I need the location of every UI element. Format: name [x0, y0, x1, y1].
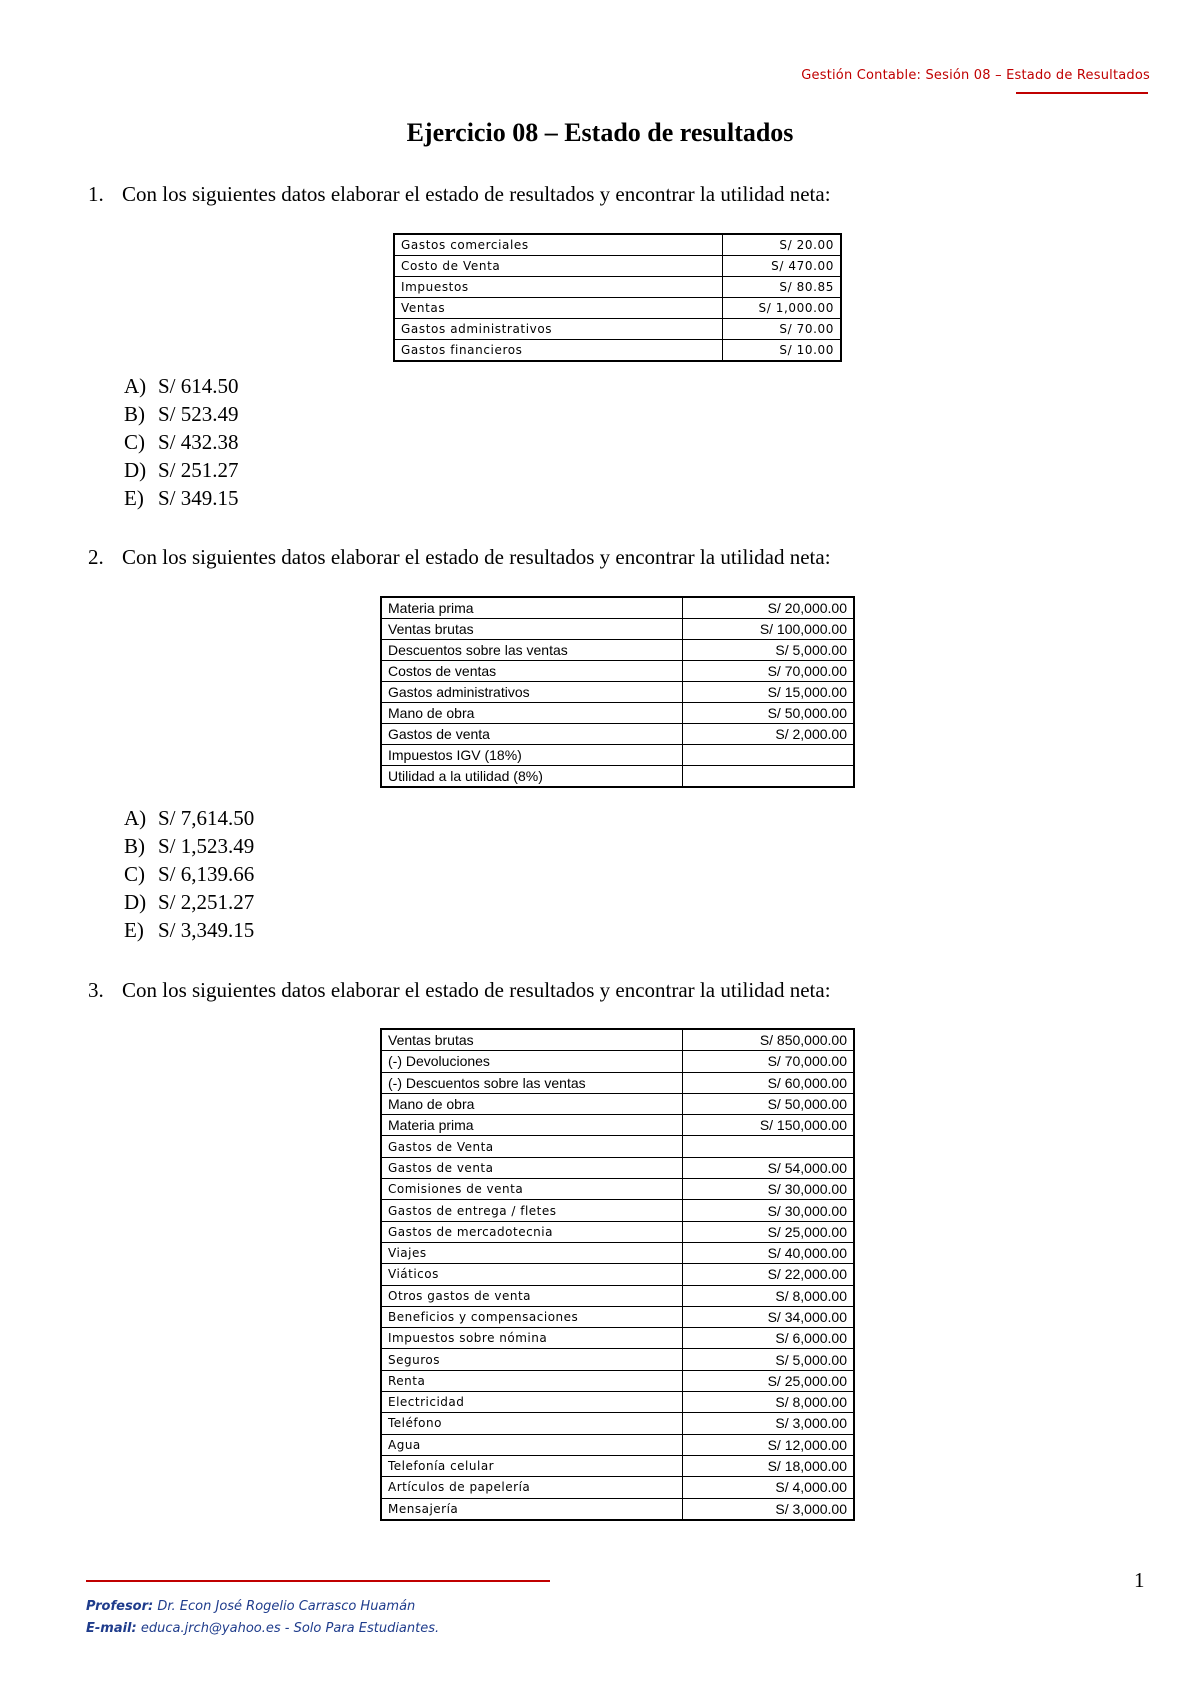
answer-option	[124, 428, 239, 456]
row-label: Viajes	[381, 1242, 683, 1263]
table-row	[381, 1477, 854, 1498]
row-value: S/ 54,000.00	[683, 1157, 855, 1178]
table-row	[381, 1455, 854, 1476]
answer-option	[124, 372, 239, 400]
option-text: S/ 6,139.66	[158, 862, 255, 886]
row-value: S/ 70,000.00	[683, 661, 855, 682]
option-letter: D)	[124, 458, 147, 482]
table-row	[381, 1157, 854, 1178]
row-value: S/ 40,000.00	[683, 1242, 855, 1263]
row-label: Impuestos IGV (18%)	[381, 745, 683, 766]
page-title: Ejercicio 08 – Estado de resultados	[406, 118, 794, 147]
row-value: S/ 34,000.00	[683, 1306, 855, 1327]
table-row	[381, 1072, 854, 1093]
option-letter: C)	[124, 430, 145, 454]
table-row	[381, 1242, 854, 1263]
footer-rule	[86, 1580, 550, 1582]
table-row	[394, 256, 841, 277]
row-value: S/ 470.00	[723, 256, 842, 277]
table-row	[381, 661, 854, 682]
row-label: Costo de Venta	[394, 256, 723, 277]
row-label: Comisiones de venta	[381, 1179, 683, 1200]
page-header	[801, 68, 1150, 83]
row-label: Mano de obra	[381, 1093, 683, 1114]
row-label: Agua	[381, 1434, 683, 1455]
row-value: S/ 8,000.00	[683, 1392, 855, 1413]
table-row	[381, 766, 854, 788]
table-row	[381, 1370, 854, 1391]
row-label: Gastos de entrega / fletes	[381, 1200, 683, 1221]
answer-option	[124, 888, 254, 916]
row-value: S/ 4,000.00	[683, 1477, 855, 1498]
question-2-options	[124, 804, 254, 944]
row-value: S/ 2,000.00	[683, 724, 855, 745]
table-row	[381, 1413, 854, 1434]
option-text: S/ 614.50	[158, 374, 239, 398]
page-footer	[86, 1596, 439, 1640]
row-value: S/ 15,000.00	[683, 682, 855, 703]
option-text: S/ 3,349.15	[158, 918, 255, 942]
option-letter: D)	[124, 890, 147, 914]
question-3	[88, 978, 831, 1003]
row-value: S/ 18,000.00	[683, 1455, 855, 1476]
row-label: Electricidad	[381, 1392, 683, 1413]
row-label: Materia prima	[381, 597, 683, 619]
question-number: 1.	[88, 182, 104, 206]
row-value: S/ 80.85	[723, 277, 842, 298]
question-1-table	[393, 233, 842, 362]
table-row	[381, 1029, 854, 1051]
question-text: Con los siguientes datos elaborar el estado de resultados y encontrar la utilidad neta:	[122, 545, 831, 569]
table-row	[381, 1434, 854, 1455]
option-letter: A)	[124, 374, 147, 398]
option-letter: E)	[124, 918, 144, 942]
table-row	[381, 745, 854, 766]
option-letter: B)	[124, 402, 145, 426]
question-2	[88, 545, 831, 570]
answer-option	[124, 400, 239, 428]
option-text: S/ 523.49	[158, 402, 239, 426]
row-label: Utilidad a la utilidad (8%)	[381, 766, 683, 788]
table-row	[381, 619, 854, 640]
row-value: S/ 850,000.00	[683, 1029, 855, 1051]
row-label: Ventas brutas	[381, 1029, 683, 1051]
question-2-table	[380, 596, 855, 788]
table-row	[381, 1392, 854, 1413]
row-label: Artículos de papelería	[381, 1477, 683, 1498]
page-number: 1	[1134, 1568, 1145, 1592]
question-1-options	[124, 372, 239, 512]
row-value: S/ 150,000.00	[683, 1115, 855, 1136]
table-row	[381, 1306, 854, 1327]
table-row	[381, 1093, 854, 1114]
row-value: S/ 5,000.00	[683, 1349, 855, 1370]
table-row	[381, 1200, 854, 1221]
row-label: Gastos comerciales	[394, 234, 723, 256]
row-value: S/ 25,000.00	[683, 1370, 855, 1391]
row-value: S/ 50,000.00	[683, 1093, 855, 1114]
row-label: Impuestos	[394, 277, 723, 298]
row-label: Costos de ventas	[381, 661, 683, 682]
option-letter: B)	[124, 834, 145, 858]
question-number: 3.	[88, 978, 104, 1002]
row-label: Mensajería	[381, 1498, 683, 1520]
footer-professor: Profesor: Dr. Econ José Rogelio Carrasco Huamán	[86, 1599, 416, 1614]
row-value: S/ 3,000.00	[683, 1498, 855, 1520]
table-row	[381, 1349, 854, 1370]
option-letter: E)	[124, 486, 144, 510]
table-row	[394, 319, 841, 340]
row-value: S/ 20,000.00	[683, 597, 855, 619]
row-label: (-) Devoluciones	[381, 1051, 683, 1072]
row-label: Gastos financieros	[394, 340, 723, 362]
table-row	[381, 640, 854, 661]
row-label: Descuentos sobre las ventas	[381, 640, 683, 661]
question-1	[88, 182, 831, 207]
row-value: S/ 30,000.00	[683, 1200, 855, 1221]
table-row	[381, 1051, 854, 1072]
question-text: Con los siguientes datos elaborar el estado de resultados y encontrar la utilidad neta:	[122, 978, 831, 1002]
header-underline	[1016, 92, 1148, 94]
table-row	[381, 1498, 854, 1520]
option-text: S/ 251.27	[158, 458, 239, 482]
row-label: Mano de obra	[381, 703, 683, 724]
option-letter: A)	[124, 806, 147, 830]
row-value: S/ 12,000.00	[683, 1434, 855, 1455]
row-label: Otros gastos de venta	[381, 1285, 683, 1306]
table-row	[394, 234, 841, 256]
row-value	[683, 766, 855, 788]
row-label: Gastos administrativos	[381, 682, 683, 703]
row-value: S/ 100,000.00	[683, 619, 855, 640]
row-value: S/ 22,000.00	[683, 1264, 855, 1285]
row-label: Viáticos	[381, 1264, 683, 1285]
table-row	[394, 277, 841, 298]
row-label: Beneficios y compensaciones	[381, 1306, 683, 1327]
option-text: S/ 432.38	[158, 430, 239, 454]
table-row	[381, 1136, 854, 1157]
answer-option	[124, 804, 254, 832]
row-label: Gastos de mercadotecnia	[381, 1221, 683, 1242]
row-value: S/ 25,000.00	[683, 1221, 855, 1242]
question-text: Con los siguientes datos elaborar el estado de resultados y encontrar la utilidad neta:	[122, 182, 831, 206]
table-row	[381, 1328, 854, 1349]
row-value	[683, 745, 855, 766]
table-row	[394, 298, 841, 319]
answer-option	[124, 484, 239, 512]
row-label: Impuestos sobre nómina	[381, 1328, 683, 1349]
row-label: Telefonía celular	[381, 1455, 683, 1476]
answer-option	[124, 860, 254, 888]
row-value: S/ 10.00	[723, 340, 842, 362]
row-label: Ventas brutas	[381, 619, 683, 640]
table-row	[381, 724, 854, 745]
header-session: Sesión 08 – Estado de Resultados	[921, 68, 1150, 83]
table-row	[394, 340, 841, 362]
table-row	[381, 1115, 854, 1136]
table-row	[381, 1264, 854, 1285]
table-row	[381, 1285, 854, 1306]
row-label: Renta	[381, 1370, 683, 1391]
row-label: Gastos administrativos	[394, 319, 723, 340]
row-value: S/ 5,000.00	[683, 640, 855, 661]
option-text: S/ 7,614.50	[158, 806, 255, 830]
option-text: S/ 2,251.27	[158, 890, 255, 914]
row-value: S/ 6,000.00	[683, 1328, 855, 1349]
footer-email: E-mail: educa.jrch@yahoo.es - Solo Para Estudiantes.	[86, 1621, 440, 1636]
row-value: S/ 20.00	[723, 234, 842, 256]
question-3-table	[380, 1028, 855, 1521]
row-label: Gastos de venta	[381, 1157, 683, 1178]
table-row	[381, 703, 854, 724]
table-row	[381, 1179, 854, 1200]
header-course: Gestión Contable:	[801, 68, 922, 83]
row-label: Gastos de venta	[381, 724, 683, 745]
answer-option	[124, 916, 254, 944]
row-value: S/ 1,000.00	[723, 298, 842, 319]
table-row	[381, 597, 854, 619]
row-value: S/ 70,000.00	[683, 1051, 855, 1072]
table-row	[381, 682, 854, 703]
question-number: 2.	[88, 545, 104, 569]
row-label: Materia prima	[381, 1115, 683, 1136]
row-value: S/ 3,000.00	[683, 1413, 855, 1434]
row-value	[683, 1136, 855, 1157]
row-value: S/ 70.00	[723, 319, 842, 340]
table-row	[381, 1221, 854, 1242]
row-label: Seguros	[381, 1349, 683, 1370]
row-label: Gastos de Venta	[381, 1136, 683, 1157]
row-label: Ventas	[394, 298, 723, 319]
row-label: Teléfono	[381, 1413, 683, 1434]
row-value: S/ 60,000.00	[683, 1072, 855, 1093]
row-value: S/ 8,000.00	[683, 1285, 855, 1306]
option-text: S/ 1,523.49	[158, 834, 255, 858]
answer-option	[124, 832, 254, 860]
option-letter: C)	[124, 862, 145, 886]
option-text: S/ 349.15	[158, 486, 239, 510]
row-value: S/ 30,000.00	[683, 1179, 855, 1200]
answer-option	[124, 456, 239, 484]
row-label: (-) Descuentos sobre las ventas	[381, 1072, 683, 1093]
row-value: S/ 50,000.00	[683, 703, 855, 724]
